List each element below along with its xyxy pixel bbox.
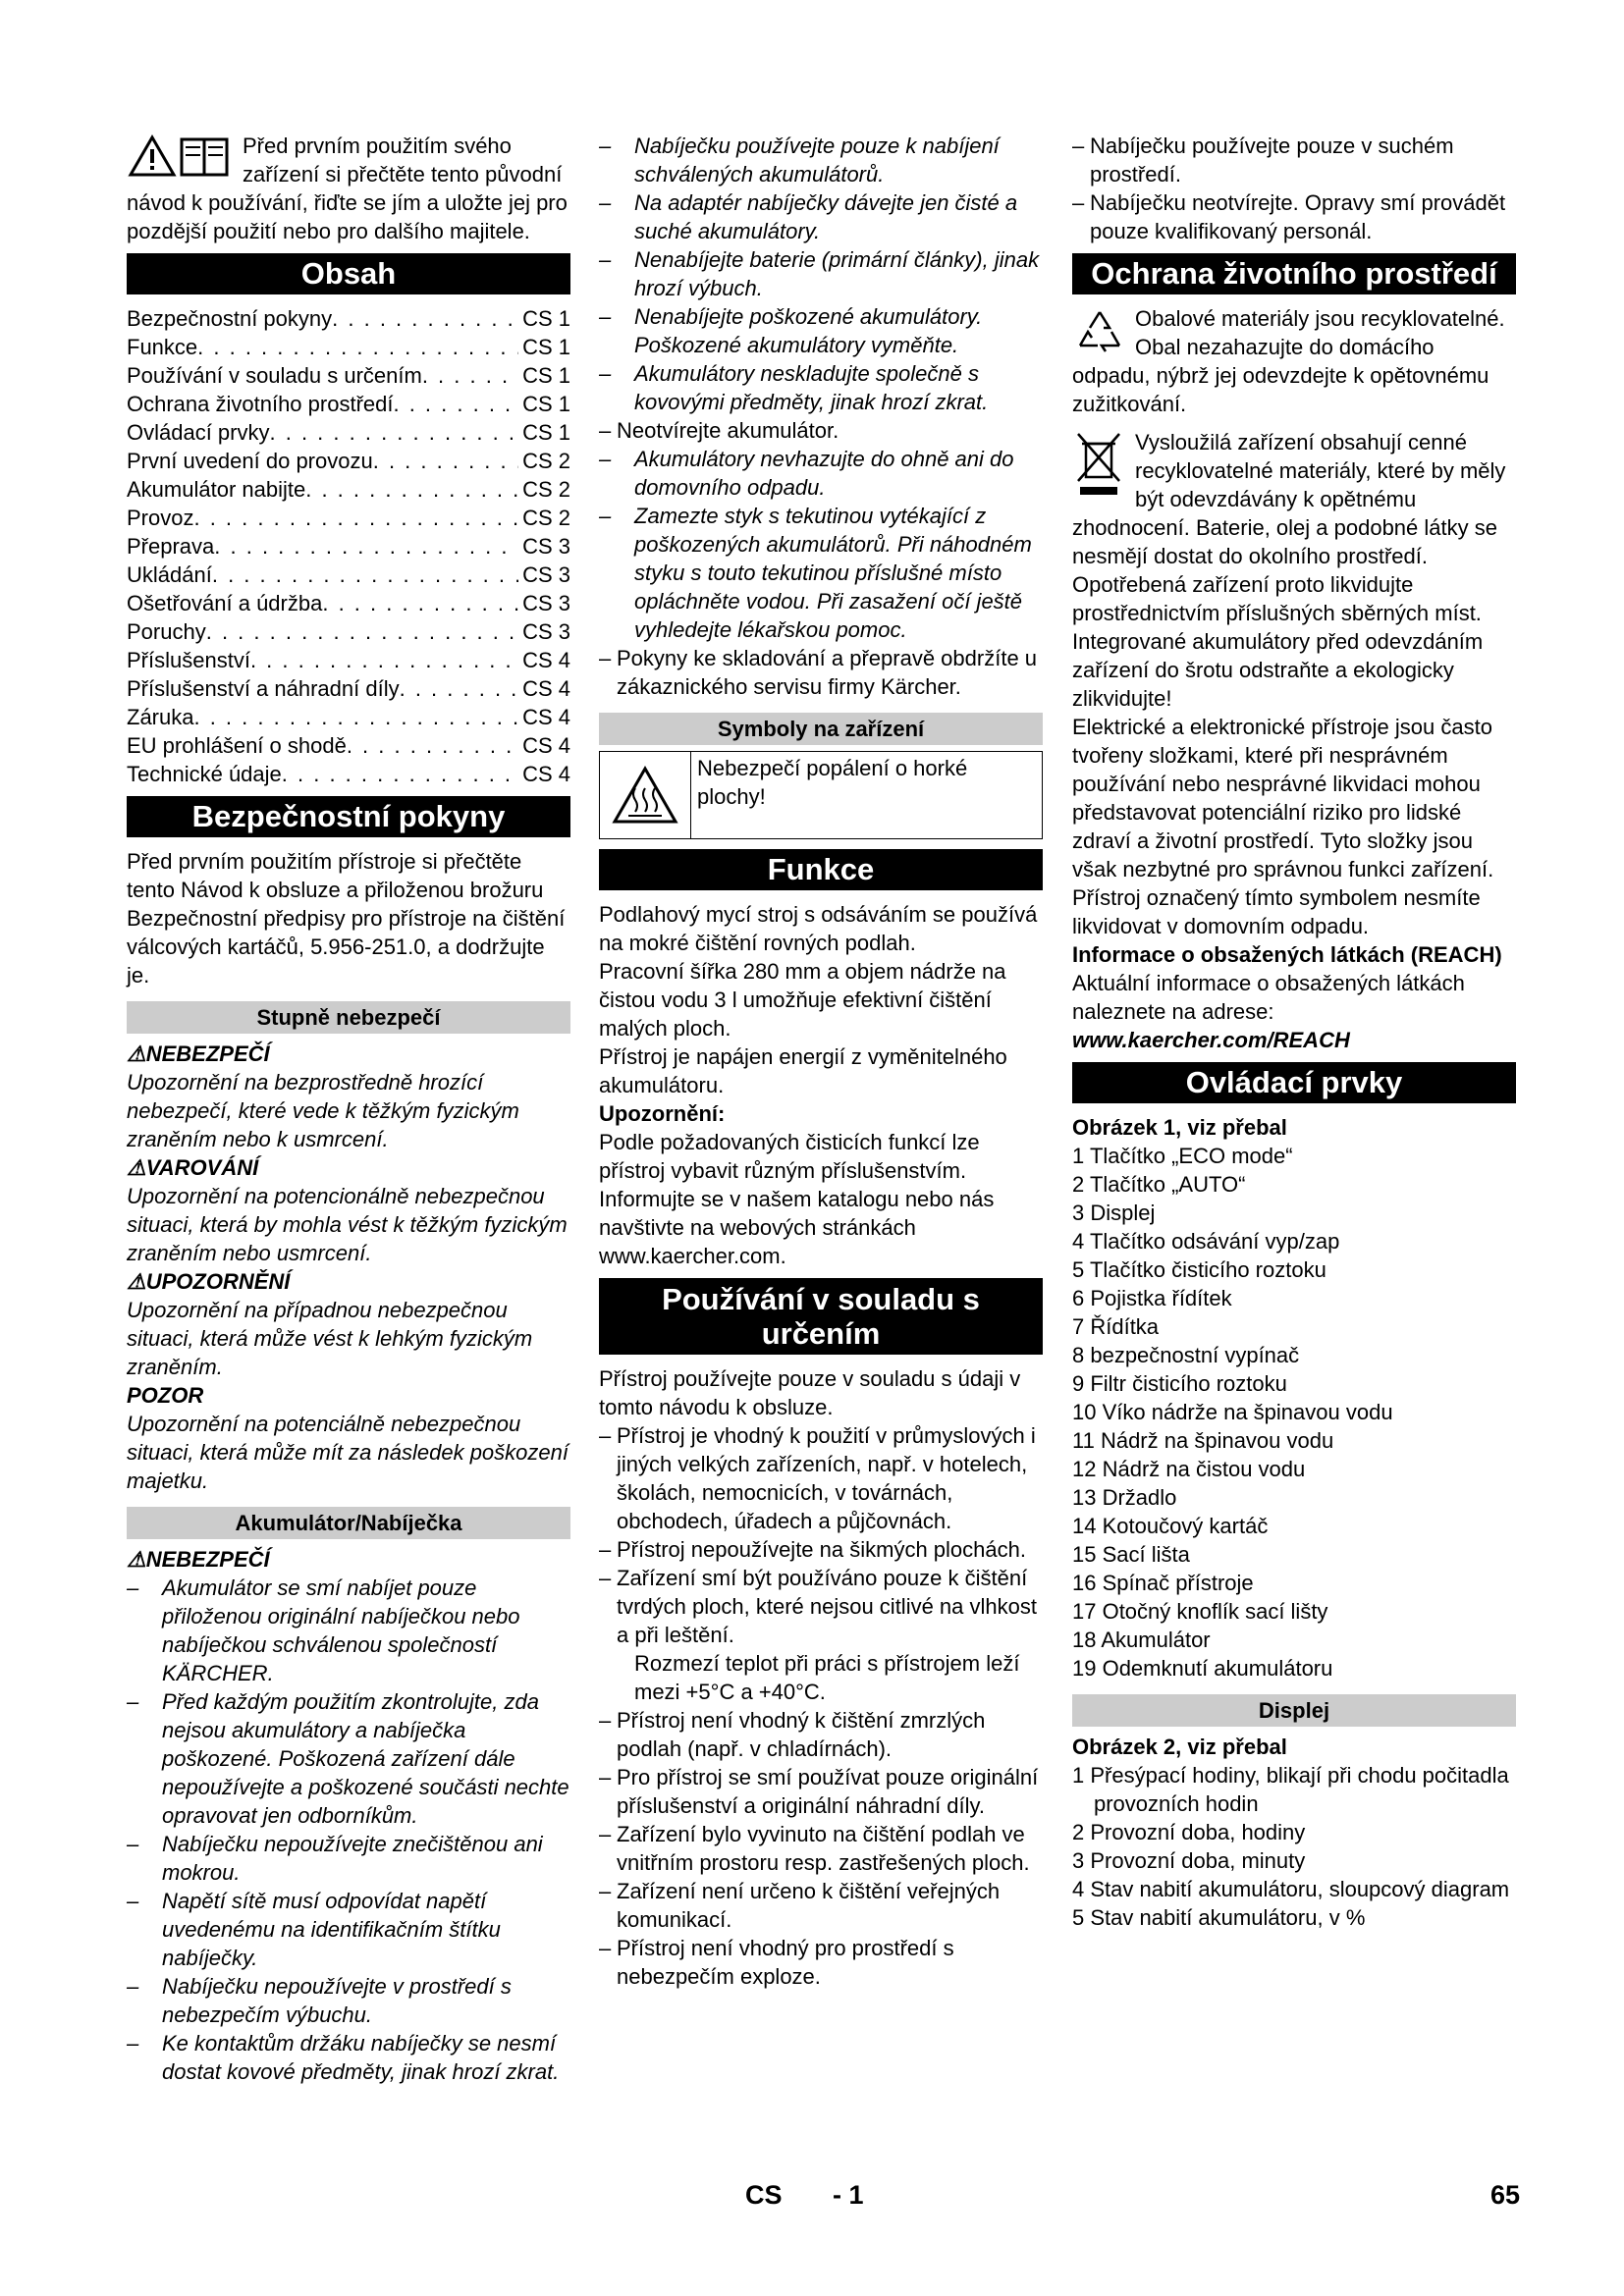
safety-heading: Bezpečnostní pokyny [127,796,570,837]
toc-item [127,532,570,561]
battery-list-item: – Nabíječku používejte pouze k nabíjení schválených akumulátorů. [599,132,1043,188]
controls-list-item: 13 Držadlo [1072,1485,1177,1510]
battery-list-item: – Na adaptér nabíječky dávejte jen čisté a suché akumulátory. [599,188,1043,245]
toc-item-leader [347,731,518,760]
controls-list-item: 8 bezpečnostní vypínač [1072,1343,1300,1367]
toc-item-page: CS 2 [522,506,570,530]
toc-item [127,674,570,703]
weee-paragraph [1072,428,1516,627]
battery-list-item: – Napětí sítě musí odpovídat napětí uvedenému na identifikačním štítku nabíječky. [127,1887,570,1972]
toc-item-page: CS 1 [522,420,570,445]
safety-intro: Před prvním použitím přístroje si přečtěte tento Návod k obsluze a přiloženou brožuru Bezpečnostní předpisy pro přístroje na čištění válcových kartáčů, 5.956-251.0, a dodržujte je. [127,849,566,988]
usage-temp-note: Rozmezí teplot při práci s přístrojem leží mezi +5°C a +40°C. [634,1651,1020,1704]
toc-item [127,617,570,646]
toc-item-title: Provoz [127,506,194,530]
column-3 [1072,132,1516,1932]
battery-list-item: – Akumulátory neskladujte společně s kovovými předměty, jinak hrozí zkrat. [599,359,1043,416]
toc-item-title: Poruchy [127,619,206,644]
function-p2: Pracovní šířka 280 mm a objem nádrže na čistou vodu 3 l umožňuje efektivní čištění malých ploch. [599,959,1006,1041]
usage-original: – Pro přístroj se smí používat pouze originální příslušenství a originální náhradní díly. [599,1763,1043,1820]
toc-item-page: CS 4 [522,762,570,786]
toc-item [127,760,570,788]
toc-item-leader [393,390,518,418]
battery-list-item: – Akumulátor se smí nabíjet pouze přiloženou originální nabíječkou nebo nabíječkou schválenou společností KÄRCHER. [127,1574,570,1687]
display-list-item: 1 Přesýpací hodiny, blikají při chodu počitadla provozních hodin [1072,1763,1509,1816]
function-note: Podle požadovaných čisticích funkcí lze přístroj vybavit různým příslušenstvím. Informujte se v našem katalogu nebo nás navštivte na webových stránkách www.kaercher.com. [599,1130,995,1268]
toc-item-leader [193,703,518,731]
battery-danger-label: ⚠NEBEZPEČÍ [127,1547,270,1572]
display-figure-label: Obrázek 2, viz přebal [1072,1735,1287,1759]
toc-item-page: CS 2 [522,449,570,473]
toc-item-page: CS 4 [522,705,570,729]
toc-item-page: CS 1 [522,335,570,359]
controls-list-item: 19 Odemknutí akumulátoru [1072,1656,1333,1681]
danger-level-label: ⚠UPOZORNĚNÍ [127,1269,291,1294]
battery-list-item: – Zamezte styk s tekutinou vytékající z poškozených akumulátorů. Při náhodném styku s touto tekutinou příslušné místo opláchněte vodou. Při zasažení očí ještě vyhledejte lékařskou pomoc. [599,502,1043,644]
toc-item-leader [400,674,518,703]
controls-list-item: 6 Pojistka řídítek [1072,1286,1232,1310]
toc-item-title: Záruka [127,705,194,729]
environment-heading: Ochrana životního prostředí [1072,253,1516,294]
battery-list-item: – Nenabíjejte poškozené akumulátory. Poškozené akumulátory vyměňte. [599,302,1043,359]
environment-p1: Obalové materiály jsou recyklovatelné. Obal nezahazujte do domácího odpadu, nýbrž jej odevzdejte k opětovnému zužitkování. [1072,306,1505,416]
controls-list-item: 17 Otočný knoflík sací lišty [1072,1599,1328,1624]
toc-item-title: Ukládání [127,562,212,587]
controls-list-item: 11 Nádrž na špinavou vodu [1072,1428,1334,1453]
toc-item-leader [373,447,518,475]
battery-list-item: – Nabíječku nepoužívejte znečištěnou ani mokrou. [127,1830,570,1887]
toc-item-title: Ochrana životního prostředí [127,392,394,416]
environment-p4: Elektrické a elektronické přístroje jsou často tvořeny složkami, které při nesprávném používání nebo nesprávné likvidaci mohou představovat potenciální riziko pro lidské zdraví a životní prostředí. Tyto složky jsou však nezbytné pro správnou funkci zařízení. Přístroj označený tímto symbolem nesmíte likvidovat v domovním odpadu. [1072,715,1494,938]
environment-p2: Vysloužilá zařízení obsahují cenné recyklovatelné materiály, které by měly být odevzdávány k opětnému zhodnocení. Baterie, olej a podobné látky se nesmějí dostat do okolního prostředí. Opotřebená zařízení proto likvidujte prostřednictvím příslušných sběrných míst. [1072,430,1506,625]
toc-item-leader [214,532,518,561]
display-list-item: 3 Provozní doba, minuty [1072,1848,1306,1873]
toc-item-leader [193,504,518,532]
usage-item-4: – Zařízení bylo vyvinuto na čištění podlah ve vnitřním prostoru resp. zastřešených ploch. [599,1820,1043,1877]
toc-item-title: Ovládací prvky [127,420,270,445]
toc-item-leader [282,760,518,788]
symbols-heading: Symboly na zařízení [599,713,1043,745]
controls-list-item: 2 Tlačítko „AUTO“ [1072,1172,1246,1197]
environment-p3: Integrované akumulátory před odevzdáním zařízení do šrotu odstraňte a ekologicky zlikvidujte! [1072,629,1484,711]
reach-link[interactable]: www.kaercher.com/REACH [1072,1028,1350,1052]
toc-item-leader [270,418,519,447]
toc-item-leader [322,589,518,617]
toc-item-page: CS 4 [522,733,570,758]
toc-item-title: Ošetřování a údržba [127,591,323,615]
usage-heading: Používání v souladu s určením [599,1278,1043,1355]
column-1 [127,132,570,2086]
toc-item-page: CS 3 [522,591,570,615]
footer-page: 65 [1490,2180,1521,2210]
toc-item [127,333,570,361]
toc-item [127,390,570,418]
display-list [1072,1761,1516,1932]
toc-item-title: Příslušenství [127,648,250,672]
toc-item-page: CS 1 [522,392,570,416]
warning-manual-icon [127,132,235,181]
toc-item [127,731,570,760]
toc-item-leader [206,617,518,646]
battery-plain-4: – Nabíječku neotvírejte. Opravy smí provádět pouze kvalifikovaný personál. [1072,188,1516,245]
toc-item-page: CS 4 [522,648,570,672]
danger-level-text: Upozornění na bezprostředně hrozící nebezpečí, které vede k těžkým fyzickým zraněním nebo k usmrcení. [127,1070,519,1151]
toc-item-leader [250,646,518,674]
display-heading: Displej [1072,1694,1516,1727]
toc-item-title: První uvedení do provozu [127,449,373,473]
toc-item-page: CS 1 [522,306,570,331]
display-list-item: 5 Stav nabití akumulátoru, v % [1072,1905,1366,1930]
toc-item [127,304,570,333]
controls-list-item: 5 Tlačítko čisticího roztoku [1072,1257,1326,1282]
controls-list-item: 18 Akumulátor [1072,1628,1211,1652]
toc-item-title: Akumulátor nabijte [127,477,306,502]
controls-list-item: 10 Víko nádrže na špinavou vodu [1072,1400,1393,1424]
toc-item-page: CS 3 [522,534,570,559]
danger-level-label: POZOR [127,1383,204,1408]
controls-list-item: 16 Spínač přístroje [1072,1571,1254,1595]
toc-item [127,361,570,390]
toc-item-page: CS 1 [522,363,570,388]
intro-text: Před prvním použitím svého zařízení si přečtěte tento původní návod k používání, řiďte se jím a uložte jej pro pozdější použití nebo pro dalšího majitele. [127,133,568,243]
function-p1: Podlahový mycí stroj s odsáváním se používá na mokré čištění rovných podlah. [599,902,1038,955]
danger-level-text: Upozornění na potenciálně nebezpečnou situaci, která může mít za následek poškození majetku. [127,1412,568,1493]
function-p3: Přístroj je napájen energií z vyměnitelného akumulátoru. [599,1044,1007,1097]
toc-item-title: Přeprava [127,534,215,559]
battery-list-item: – Před každým použitím zkontrolujte, zda nejsou akumulátory a nabíječka poškozené. Poškozená zařízení dále nepoužívejte a poškozené součásti nechte opravovat jen odborníkům. [127,1687,570,1830]
display-list-item: 2 Provozní doba, hodiny [1072,1820,1306,1844]
symbol-row [599,751,1043,839]
battery-list-item: – Nenabíjejte baterie (primární články), jinak hrozí výbuch. [599,245,1043,302]
toc-item-leader [305,475,518,504]
controls-list [1072,1142,1516,1682]
toc-item [127,504,570,532]
toc-item-page: CS 3 [522,619,570,644]
danger-levels-heading: Stupně nebezpečí [127,1001,570,1034]
controls-list-item: 15 Sací lišta [1072,1542,1190,1567]
controls-list-item: 14 Kotoučový kartáč [1072,1514,1269,1538]
danger-level-text: Upozornění na případnou nebezpečnou situaci, která může vést k lehkým fyzickým zraněním. [127,1298,533,1379]
footer-language: CS [745,2180,783,2210]
controls-list-item: 12 Nádrž na čistou vodu [1072,1457,1306,1481]
reach-text: Aktuální informace o obsažených látkách naleznete na adrese: [1072,971,1465,1024]
recycling-icon [1072,306,1127,361]
controls-list-item: 9 Filtr čisticího roztoku [1072,1371,1287,1396]
intro-block [127,132,570,245]
toc-item [127,646,570,674]
toc-item-page: CS 2 [522,477,570,502]
battery-list-item: – Akumulátory nevhazujte do ohně ani do domovního odpadu. [599,445,1043,502]
controls-list-item: 3 Displej [1072,1201,1156,1225]
controls-list-item: 4 Tlačítko odsávání vyp/zap [1072,1229,1340,1254]
danger-level-label: ⚠NEBEZPEČÍ [127,1041,270,1066]
display-list-item: 4 Stav nabití akumulátoru, sloupcový diagram [1072,1877,1510,1901]
toc-item [127,447,570,475]
danger-levels [127,1040,570,1495]
danger-level-text: Upozornění na potencionálně nebezpečnou situaci, která by mohla vést k těžkým fyzickým zraněním nebo usmrcení. [127,1184,568,1265]
toc-item-page: CS 3 [522,562,570,587]
usage-frozen: – Přístroj není vhodný k čištění zmrzlých podlah (např. v chladírnách). [599,1706,1043,1763]
battery-list-item: – Ke kontaktům držáku nabíječky se nesmí dostat kovové předměty, jinak hrozí zkrat. [127,2029,570,2086]
footer-page-number: - 1 [833,2180,864,2210]
toc-item [127,418,570,447]
symbol-text: Nebezpečí popálení o horké plochy! [697,756,968,809]
usage-item-1: – Přístroj je vhodný k použití v průmyslových i jiných velkých zařízeních, např. v hotelech, školách, nemocnicích, v továrnách, obchodech, úřadech a půjčovnách. [599,1421,1043,1535]
toc-item-title: Technické údaje [127,762,282,786]
toc-item [127,561,570,589]
toc-heading: Obsah [127,253,570,294]
toc-item-page: CS 4 [522,676,570,701]
battery-list-item: – Nabíječku nepoužívejte v prostředí s nebezpečím výbuchu. [127,1972,570,2029]
danger-level-label: ⚠VAROVÁNÍ [127,1155,259,1180]
hot-surface-icon [600,752,691,838]
usage-item-2: – Přístroj nepoužívejte na šikmých plochách. [599,1535,1043,1564]
controls-list-item: 1 Tlačítko „ECO mode“ [1072,1144,1293,1168]
recycling-paragraph [1072,304,1516,418]
toc-item-title: Příslušenství a náhradní díly [127,676,400,701]
battery-plain-2: – Pokyny ke skladování a přepravě obdržíte u zákaznického servisu firmy Kärcher. [599,644,1043,701]
toc-item-title: Funkce [127,335,198,359]
toc-item-leader [197,333,518,361]
battery-heading: Akumulátor/Nabíječka [127,1507,570,1539]
toc-item [127,475,570,504]
battery-list [127,1574,570,2086]
controls-figure-label: Obrázek 1, viz přebal [1072,1115,1287,1140]
battery-plain-3: – Nabíječku používejte pouze v suchém prostředí. [1072,132,1516,188]
toc-item-leader [212,561,518,589]
toc-item-title: Používání v souladu s určením [127,363,422,388]
battery-list-continued [599,132,1043,416]
usage-intro: Přístroj používejte pouze v souladu s údaji v tomto návodu k obsluze. [599,1366,1021,1419]
usage-item-6: – Přístroj není vhodný pro prostředí s nebezpečím exploze. [599,1934,1043,1991]
function-note-label: Upozornění: [599,1101,726,1126]
usage-item-3: – Zařízení smí být používáno pouze k čištění tvrdých ploch, které nejsou citlivé na vlhkost a při leštění. [599,1564,1043,1649]
reach-heading: Informace o obsažených látkách (REACH) [1072,942,1502,967]
table-of-contents [127,304,570,788]
usage-item-5: – Zařízení není určeno k čištění veřejných komunikací. [599,1877,1043,1934]
crossed-bin-icon [1072,430,1127,499]
battery-plain-1: – Neotvírejte akumulátor. [599,416,1043,445]
toc-item-leader [422,361,518,390]
toc-item [127,703,570,731]
battery-list-continued-2 [599,445,1043,644]
function-heading: Funkce [599,849,1043,890]
column-2 [599,132,1043,1991]
toc-item-leader [332,304,518,333]
toc-item-title: Bezpečnostní pokyny [127,306,333,331]
toc-item-title: EU prohlášení o shodě [127,733,347,758]
controls-list-item: 7 Řídítka [1072,1314,1160,1339]
toc-item [127,589,570,617]
controls-heading: Ovládací prvky [1072,1062,1516,1103]
